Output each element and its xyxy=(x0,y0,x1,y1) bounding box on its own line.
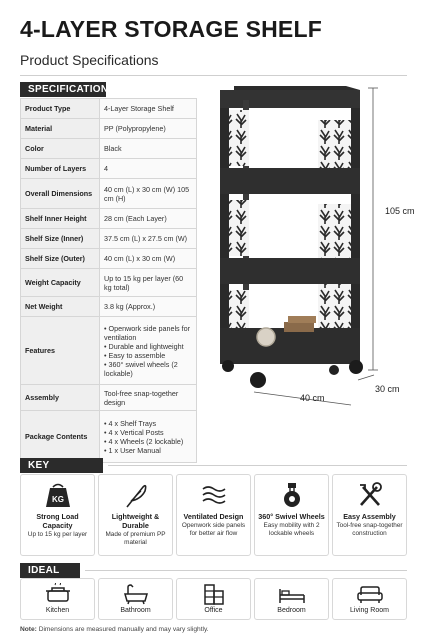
room-bedroom xyxy=(254,578,329,620)
feature-title: Strong Load Capacity xyxy=(36,512,79,530)
svg-text:KG: KG xyxy=(51,495,64,504)
spec-key: Shelf Inner Height xyxy=(21,209,100,229)
specifications-table xyxy=(20,98,197,463)
kitchen-icon xyxy=(43,583,73,605)
list-item: • 4 x Shelf Trays xyxy=(104,419,192,428)
spec-key: Net Weight xyxy=(21,297,100,317)
room-label: Bedroom xyxy=(277,607,306,614)
table-row xyxy=(21,229,197,249)
feature-load-capacity xyxy=(20,474,95,556)
table-row xyxy=(21,297,197,317)
spec-key: Weight Capacity xyxy=(21,269,100,297)
feature-ventilated xyxy=(176,474,251,556)
spec-key: Material xyxy=(21,119,100,139)
feature-title: Easy Assembly xyxy=(343,512,396,521)
feature-title: Lightweight & Durable xyxy=(111,512,160,530)
spec-key: Assembly xyxy=(21,385,100,411)
room-label: Office xyxy=(204,607,223,614)
spec-key: Product Type xyxy=(21,99,100,119)
spec-key: Overall Dimensions xyxy=(21,179,100,209)
ideal-for-panel xyxy=(20,578,407,620)
shelf-product-image xyxy=(206,80,406,415)
spec-value xyxy=(100,317,197,385)
room-label: Kitchen xyxy=(45,607,70,614)
features-list xyxy=(104,324,192,378)
airflow-icon xyxy=(199,481,229,509)
feature-easy-assembly xyxy=(332,474,407,556)
height-dimension: 105 cm xyxy=(385,206,415,216)
table-row xyxy=(21,249,197,269)
office-icon xyxy=(199,583,229,605)
spec-value: 40 cm (L) x 30 cm (W) 105 cm (H) xyxy=(100,179,197,209)
spec-value: 4 xyxy=(100,159,197,179)
table-row xyxy=(21,119,197,139)
key-features-panel xyxy=(20,474,407,556)
list-item: • 1 x User Manual xyxy=(104,446,192,455)
sofa-icon xyxy=(355,583,385,605)
spec-key: Shelf Size (Outer) xyxy=(21,249,100,269)
room-label: Living Room xyxy=(350,607,389,614)
spec-key: Number of Layers xyxy=(21,159,100,179)
spec-value: 4-Layer Storage Shelf xyxy=(100,99,197,119)
spec-value: 37.5 cm (L) x 27.5 cm (W) xyxy=(100,229,197,249)
table-row xyxy=(21,269,197,297)
section-divider xyxy=(85,570,407,571)
room-living-room xyxy=(332,578,407,620)
page-subtitle: Product Specifications xyxy=(20,52,159,68)
feature-desc: Easy mobility with 2 lockable wheels xyxy=(263,522,320,537)
spec-value: 40 cm (L) x 30 cm (W) xyxy=(100,249,197,269)
list-item: • 4 x Wheels (2 lockable) xyxy=(104,437,192,446)
room-bathroom xyxy=(98,578,173,620)
table-row xyxy=(21,179,197,209)
room-kitchen xyxy=(20,578,95,620)
spec-value: PP (Polypropylene) xyxy=(100,119,197,139)
feature-desc: Openwork side panels for better air flow xyxy=(181,522,246,537)
section-divider xyxy=(108,465,407,466)
spec-key: Color xyxy=(21,139,100,159)
ideal-for-label: IDEAL FOR xyxy=(20,563,80,578)
spec-value: Tool-free snap-together design xyxy=(100,385,197,411)
bed-icon xyxy=(277,583,307,605)
tools-icon xyxy=(355,481,385,509)
bathtub-icon xyxy=(121,583,151,605)
spec-key: Features xyxy=(21,317,100,385)
list-item: • 4 x Vertical Posts xyxy=(104,428,192,437)
spec-value xyxy=(100,411,197,463)
list-item: • Easy to assemble xyxy=(104,351,192,360)
note-label: Note: xyxy=(20,626,37,633)
length-dimension: 40 cm xyxy=(300,393,325,403)
spec-value: 3.8 kg (Approx.) xyxy=(100,297,197,317)
table-row xyxy=(21,317,197,385)
spec-key: Package Contents xyxy=(21,411,100,463)
title-divider xyxy=(20,75,407,76)
width-dimension: 30 cm xyxy=(375,384,400,394)
table-row xyxy=(21,159,197,179)
key-features-label: KEY FEATURES xyxy=(20,458,103,473)
note-text: Dimensions are measured manually and may vary slightly. xyxy=(38,626,209,633)
feature-title: 360° Swivel Wheels xyxy=(258,512,325,521)
spec-key: Shelf Size (Inner) xyxy=(21,229,100,249)
table-row xyxy=(21,139,197,159)
feather-icon xyxy=(121,481,151,509)
spec-value: Up to 15 kg per layer (60 kg total) xyxy=(100,269,197,297)
room-label: Bathroom xyxy=(120,607,151,614)
feature-lightweight xyxy=(98,474,173,556)
table-row xyxy=(21,411,197,463)
feature-desc: Tool-free snap-together construction xyxy=(336,522,403,537)
table-row xyxy=(21,385,197,411)
specifications-label: SPECIFICATIONS xyxy=(20,82,106,97)
table-row xyxy=(21,209,197,229)
spec-value: 28 cm (Each Layer) xyxy=(100,209,197,229)
feature-title: Ventilated Design xyxy=(183,512,244,521)
list-item: • Durable and lightweight xyxy=(104,342,192,351)
page-title: 4-LAYER STORAGE SHELF xyxy=(20,16,322,42)
spec-value: Black xyxy=(100,139,197,159)
package-list xyxy=(104,419,192,455)
table-row xyxy=(21,99,197,119)
feature-desc: Made of premium PP material xyxy=(105,531,166,546)
feature-desc: Up to 15 kg per layer xyxy=(27,531,88,538)
feature-swivel-wheels xyxy=(254,474,329,556)
room-office xyxy=(176,578,251,620)
kg-weight-icon xyxy=(43,481,73,509)
list-item: • 360° swivel wheels (2 lockable) xyxy=(104,360,192,378)
list-item: • Openwork side panels for ventilation xyxy=(104,324,192,342)
footnote xyxy=(20,626,209,633)
wheel-icon xyxy=(277,481,307,509)
